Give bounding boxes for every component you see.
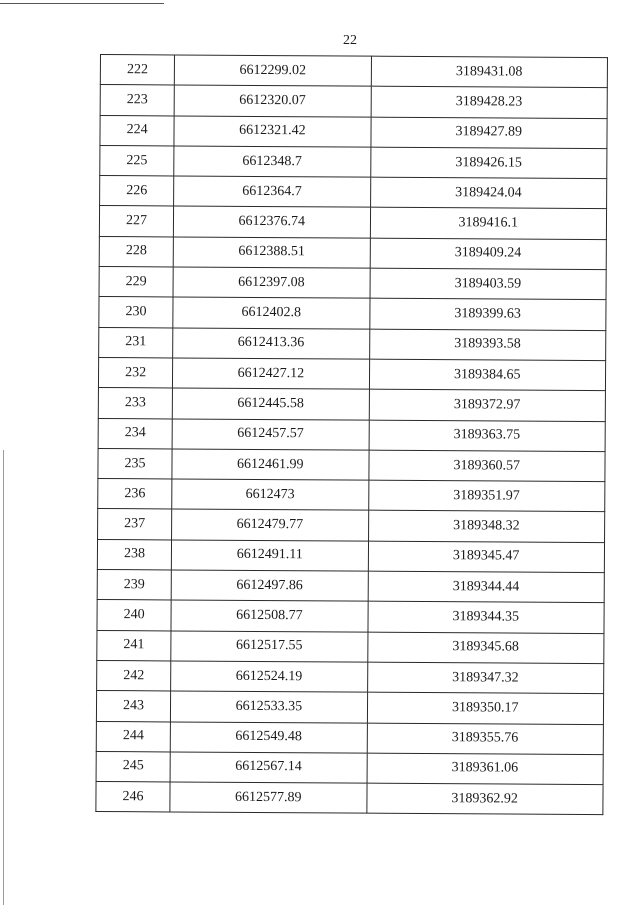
point-index-cell: 239	[97, 570, 171, 601]
y-coordinate-cell: 3189403.59	[370, 268, 607, 300]
table-row	[98, 388, 605, 421]
x-coordinate-cell: 6612413.36	[173, 328, 370, 359]
table-row	[100, 115, 607, 148]
point-index-cell: 222	[100, 55, 174, 86]
x-coordinate-cell: 6612427.12	[173, 358, 370, 389]
left-scan-edge-line	[3, 450, 4, 905]
x-coordinate-cell: 6612524.19	[171, 661, 368, 692]
table-row	[100, 55, 607, 88]
point-index-cell: 243	[96, 691, 170, 722]
x-coordinate-cell: 6612299.02	[174, 55, 371, 86]
x-coordinate-cell: 6612497.86	[171, 570, 368, 601]
point-index-cell: 228	[99, 236, 173, 267]
x-coordinate-cell: 6612491.11	[171, 540, 368, 571]
point-index-cell: 225	[100, 145, 174, 176]
table-row	[97, 539, 604, 572]
y-coordinate-cell: 3189360.57	[368, 450, 605, 482]
x-coordinate-cell: 6612567.14	[170, 752, 367, 783]
point-index-cell: 237	[98, 509, 172, 540]
point-index-cell: 230	[99, 297, 173, 328]
x-coordinate-cell: 6612321.42	[174, 116, 371, 147]
table-row	[100, 145, 607, 178]
y-coordinate-cell: 3189361.06	[367, 753, 604, 785]
point-index-cell: 234	[98, 418, 172, 449]
table-row	[97, 570, 604, 603]
x-coordinate-cell: 6612549.48	[170, 721, 367, 752]
x-coordinate-cell: 6612397.08	[173, 267, 370, 298]
table-row	[98, 479, 605, 512]
table-row	[98, 357, 605, 390]
point-index-cell: 235	[98, 448, 172, 479]
y-coordinate-cell: 3189384.65	[369, 359, 606, 391]
point-index-cell: 245	[96, 751, 170, 782]
x-coordinate-cell: 6612320.07	[174, 85, 371, 116]
point-index-cell: 223	[100, 85, 174, 116]
x-coordinate-cell: 6612348.7	[174, 146, 371, 177]
point-index-cell: 244	[96, 721, 170, 752]
coordinate-table-body	[96, 55, 608, 816]
page-number: 22	[343, 33, 357, 48]
table-row	[97, 630, 604, 663]
point-index-cell: 226	[100, 176, 174, 207]
y-coordinate-cell: 3189372.97	[369, 389, 606, 421]
table-row	[98, 418, 605, 451]
y-coordinate-cell: 3189362.92	[366, 783, 603, 815]
y-coordinate-cell: 3189393.58	[369, 329, 606, 361]
x-coordinate-cell: 6612473	[172, 479, 369, 510]
point-index-cell: 232	[98, 357, 172, 388]
table-row	[98, 448, 605, 481]
table-row	[96, 691, 603, 724]
table-row	[96, 721, 603, 754]
y-coordinate-cell: 3189426.15	[370, 147, 607, 179]
point-index-cell: 241	[97, 630, 171, 661]
table-row	[99, 267, 606, 300]
point-index-cell: 224	[100, 115, 174, 146]
table-row	[99, 206, 606, 239]
y-coordinate-cell: 3189345.68	[367, 632, 604, 664]
table-row	[96, 782, 603, 815]
y-coordinate-cell: 3189428.23	[371, 86, 608, 118]
x-coordinate-cell: 6612479.77	[172, 509, 369, 540]
y-coordinate-cell: 3189399.63	[369, 299, 606, 331]
table-row	[97, 600, 604, 633]
y-coordinate-cell: 3189431.08	[371, 56, 608, 88]
table-row	[98, 509, 605, 542]
point-index-cell: 231	[99, 327, 173, 358]
point-index-cell: 227	[99, 206, 173, 237]
table-row	[99, 327, 606, 360]
y-coordinate-cell: 3189409.24	[370, 238, 607, 270]
y-coordinate-cell: 3189344.35	[367, 601, 604, 633]
x-coordinate-cell: 6612461.99	[172, 449, 369, 480]
y-coordinate-cell: 3189347.32	[367, 662, 604, 694]
y-coordinate-cell: 3189355.76	[367, 723, 604, 755]
point-index-cell: 229	[99, 267, 173, 298]
table-row	[99, 297, 606, 330]
point-index-cell: 240	[97, 600, 171, 631]
y-coordinate-cell: 3189363.75	[369, 420, 606, 452]
coordinate-table	[95, 54, 608, 816]
x-coordinate-cell: 6612445.58	[172, 388, 369, 419]
y-coordinate-cell: 3189350.17	[367, 692, 604, 724]
table-row	[99, 236, 606, 269]
y-coordinate-cell: 3189351.97	[368, 480, 605, 512]
x-coordinate-cell: 6612457.57	[172, 419, 369, 450]
y-coordinate-cell: 3189348.32	[368, 511, 605, 543]
y-coordinate-cell: 3189424.04	[370, 177, 607, 209]
x-coordinate-cell: 6612577.89	[170, 782, 367, 813]
x-coordinate-cell: 6612508.77	[171, 600, 368, 631]
table-row	[100, 85, 607, 118]
table-row	[96, 751, 603, 784]
x-coordinate-cell: 6612376.74	[174, 206, 371, 237]
x-coordinate-cell: 6612388.51	[173, 237, 370, 268]
top-edge-rule	[0, 3, 164, 4]
y-coordinate-cell: 3189427.89	[370, 117, 607, 149]
x-coordinate-cell: 6612364.7	[174, 176, 371, 207]
table-row	[100, 176, 607, 209]
x-coordinate-cell: 6612402.8	[173, 297, 370, 328]
y-coordinate-cell: 3189344.44	[368, 571, 605, 603]
x-coordinate-cell: 6612533.35	[171, 691, 368, 722]
point-index-cell: 246	[96, 782, 170, 813]
y-coordinate-cell: 3189345.47	[368, 541, 605, 573]
point-index-cell: 242	[97, 660, 171, 691]
x-coordinate-cell: 6612517.55	[171, 631, 368, 662]
point-index-cell: 233	[98, 388, 172, 419]
y-coordinate-cell: 3189416.1	[370, 208, 607, 240]
point-index-cell: 238	[97, 539, 171, 570]
table-row	[97, 660, 604, 693]
point-index-cell: 236	[98, 479, 172, 510]
